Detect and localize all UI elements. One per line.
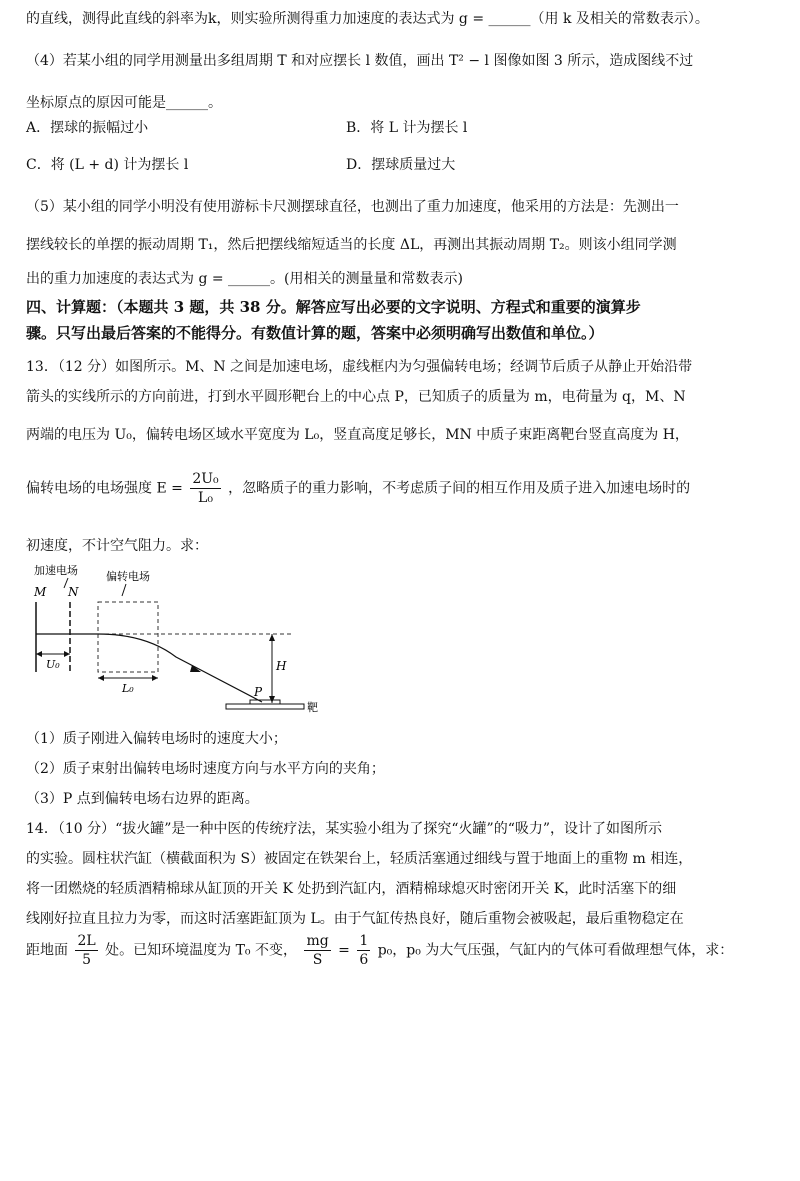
q4-option-c: C．将 (L + d) 计为摆长 l bbox=[26, 157, 189, 173]
q14-frac3-denominator: 6 bbox=[359, 952, 369, 968]
q13-line4 bbox=[26, 470, 690, 507]
l0-arrow-right bbox=[152, 675, 158, 681]
q5-line1: （5）某小组的同学小明没有使用游标卡尺测摆球直径，也测出了重力加速度，他采用的方法是：先测出一 bbox=[26, 199, 679, 215]
q14-fraction-one-sixth bbox=[357, 932, 370, 969]
q5-line2: 摆线较长的单摆的振动周期 T₁，然后把摆线缩短适当的长度 ΔL，再测出其振动周期 T₂。则该小组同学测 bbox=[26, 237, 677, 253]
target-platform bbox=[226, 704, 304, 709]
q14-fraction-2l-over-5 bbox=[75, 932, 97, 969]
beam-arrow bbox=[190, 665, 201, 672]
accel-field-label: 加速电场 bbox=[34, 564, 78, 577]
q14-frac1-denominator: 5 bbox=[82, 952, 92, 968]
q13-subquestion-1: （1）质子刚进入偏转电场时的速度大小； bbox=[26, 731, 287, 747]
q4-option-a: A．摆球的振幅过小 bbox=[26, 120, 149, 136]
q13-line1: 13．（12 分）如图所示。M、N 之间是加速电场，虚线框内为匀强偏转电场；经调节后质子从静止开始沿带 bbox=[26, 359, 693, 375]
q13-diagram bbox=[26, 562, 346, 722]
q14-line5-end: p₀，p₀ 为大气压强，气缸内的气体可看做理想气体，求： bbox=[377, 942, 734, 959]
q3-tail-line: 的直线，测得此直线的斜率为k，则实验所测得重力加速度的表达式为 g = ______（用 k 及相关的常数表示）。 bbox=[26, 11, 709, 27]
q13-fraction-numerator: 2U₀ bbox=[192, 471, 219, 487]
q13-line5: 初速度，不计空气阻力。求： bbox=[26, 538, 208, 554]
height-arrow-top bbox=[269, 634, 275, 641]
q14-line5 bbox=[26, 932, 733, 969]
plate-m-label: M bbox=[34, 585, 47, 599]
q14-equals-sign: = bbox=[338, 942, 350, 959]
section-four-heading-line2: 骤。只写出最后答案的不能得分。有数值计算的题，答案中必须明确写出数值和单位。） bbox=[26, 324, 604, 342]
deflect-label-pointer bbox=[122, 584, 126, 596]
q13-line4-rest: ，忽略质子的重力影响，不考虑质子间的相互作用及质子进入加速电场时的 bbox=[228, 480, 691, 497]
height-h-label: H bbox=[276, 659, 287, 673]
deflect-field-label: 偏转电场 bbox=[106, 570, 150, 583]
q13-line2: 箭头的实线所示的方向前进，打到水平圆形靶台上的中心点 P，已知质子的质量为 m，电荷量为 q，M、N bbox=[26, 389, 686, 405]
q14-line5-mid: 处。已知环境温度为 T₀ 不变， bbox=[105, 942, 297, 959]
point-p-label: P bbox=[254, 685, 263, 699]
q13-subquestion-3: （3）P 点到偏转电场右边界的距离。 bbox=[26, 791, 259, 807]
q14-frac3-numerator: 1 bbox=[359, 933, 369, 949]
q13-field-expression-label: 偏转电场的电场强度 E = bbox=[26, 480, 183, 497]
q13-subquestion-2: （2）质子束射出偏转电场时速度方向与水平方向的夹角； bbox=[26, 761, 385, 777]
q13-field-fraction bbox=[190, 470, 220, 507]
q14-line1: 14．（10 分）“拔火罐”是一种中医的传统疗法，某实验小组为了探究“火罐”的“吸力”，设计了如图所示 bbox=[26, 821, 663, 837]
plate-n-label: N bbox=[68, 585, 79, 599]
q13-line3: 两端的电压为 U₀，偏转电场区域水平宽度为 L₀，竖直高度足够长，MN 中质子束距离靶台竖直高度为 H， bbox=[26, 427, 689, 443]
u0-arrow-right bbox=[64, 651, 70, 657]
q14-fraction-mg-over-s bbox=[304, 932, 330, 969]
q13-fraction-denominator: L₀ bbox=[198, 490, 213, 506]
u0-arrow-left bbox=[36, 651, 42, 657]
l0-label: L₀ bbox=[122, 682, 134, 695]
section-four-heading-line1: 四、计算题：（本题共 3 题，共 38 分。解答应写出必要的文字说明、方程式和重要的演算步 bbox=[26, 298, 641, 316]
q14-frac1-numerator: 2L bbox=[77, 933, 96, 949]
q14-line4: 线刚好拉直且拉力为零，而这时活塞距缸顶为 L。由于气缸传热良好，随后重物会被吸起，最后重物稳定在 bbox=[26, 911, 684, 927]
q5-line3: 出的重力加速度的表达式为 g = ______。(用相关的测量量和常数表示) bbox=[26, 271, 463, 287]
u0-label: U₀ bbox=[46, 658, 60, 671]
q4-stem-line1: （4）若某小组的同学用测量出多组周期 T 和对应摆长 l 数值，画出 T² − l 图像如图 3 所示，造成图线不过 bbox=[26, 53, 694, 69]
q14-line3: 将一团燃烧的轻质酒精棉球从缸顶的开关 K 处扔到汽缸内，酒精棉球熄灭时密闭开关 K，此时活塞下的细 bbox=[26, 881, 677, 897]
q4-stem-line2: 坐标原点的原因可能是______。 bbox=[26, 95, 222, 111]
target-disc bbox=[250, 700, 280, 704]
q14-line5-start: 距地面 bbox=[26, 942, 68, 959]
target-label: 靶 bbox=[307, 701, 318, 714]
l0-arrow-left bbox=[98, 675, 104, 681]
q4-option-b: B．将 L 计为摆长 l bbox=[346, 120, 468, 136]
q14-frac2-denominator: S bbox=[312, 952, 323, 968]
q4-option-d: D．摆球质量过大 bbox=[346, 157, 456, 173]
q14-frac2-numerator: mg bbox=[306, 933, 329, 949]
q14-line2: 的实验。圆柱状汽缸（横截面积为 S）被固定在铁架台上，轻质活塞通过细线与置于地面上的重物 m 相连， bbox=[26, 851, 693, 867]
